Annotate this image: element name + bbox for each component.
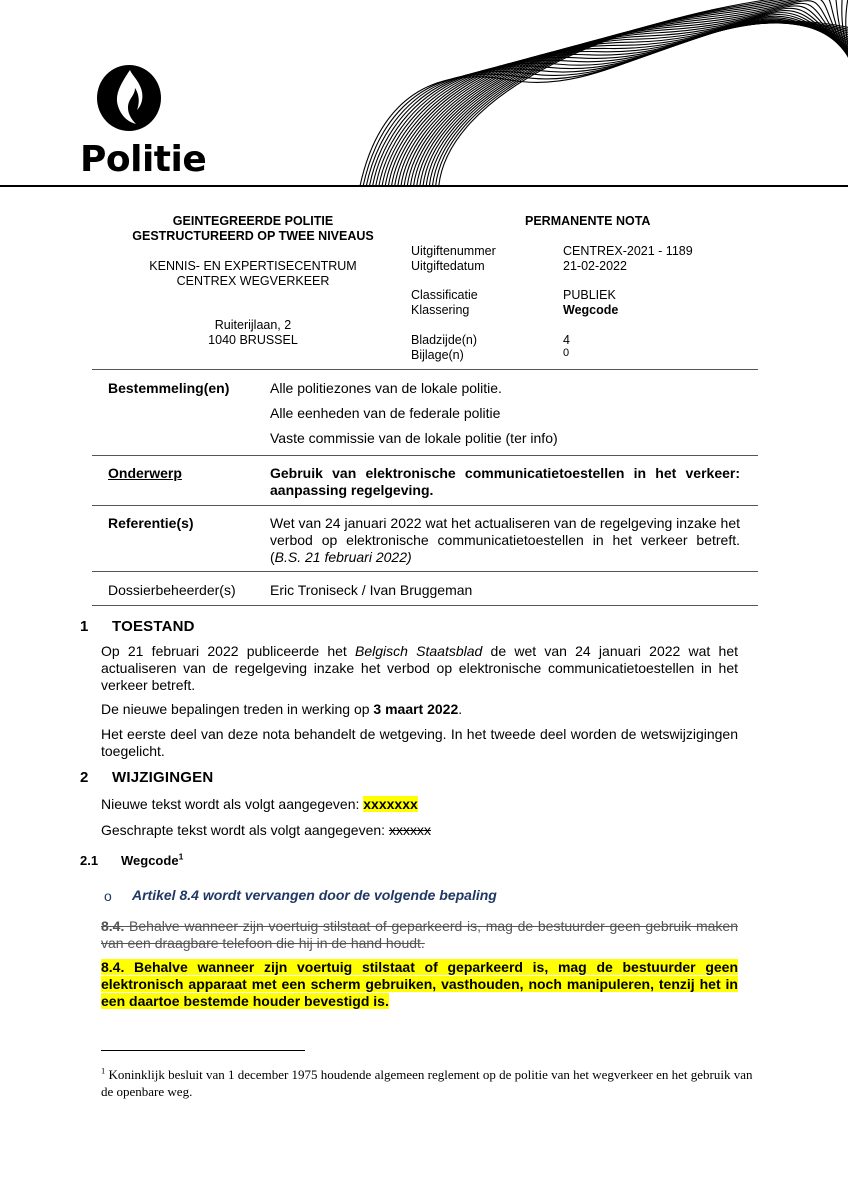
- document-type: PERMANENTE NOTA: [525, 214, 651, 228]
- field-value: 0: [563, 347, 570, 359]
- wave-line: [376, 23, 848, 186]
- deleted-text-sample: xxxxxx: [388, 822, 431, 838]
- dossier-label: Dossierbeheerder(s): [108, 582, 236, 598]
- reference-label: Referentie(s): [108, 515, 194, 531]
- field-value: 4: [563, 333, 570, 347]
- wave-line: [379, 23, 848, 186]
- table-rule: [92, 369, 758, 370]
- old-article-text: [101, 918, 738, 952]
- field-label: Bladzijde(n): [411, 333, 478, 347]
- gazette-name: Belgisch Staatsblad: [355, 643, 483, 659]
- table-rule: [92, 605, 758, 606]
- section-number: 2: [80, 769, 89, 786]
- footnote-text: Koninklijk besluit van 1 december 1975 houdende algemeen reglement op de politie van het wegverkeer en het gebruik van de openbare weg.: [101, 1067, 753, 1099]
- field-label: Klassering: [411, 303, 470, 317]
- old-article-number: 8.4.: [101, 918, 125, 934]
- subsection-number: 2.1: [80, 853, 99, 868]
- field-label: Uitgiftenummer: [411, 244, 496, 258]
- wave-line: [401, 16, 848, 186]
- text-span: Op 21 februari 2022 publiceerde het: [101, 643, 356, 659]
- wave-line: [423, 1, 848, 186]
- text-span: Geschrapte tekst wordt als volgt aangegeven:: [101, 822, 389, 838]
- org-line-2: GESTRUCTUREERD OP TWEE NIVEAUS: [132, 229, 374, 243]
- field-value: Wegcode: [563, 303, 619, 317]
- paragraph: [101, 796, 738, 813]
- new-article-body: 8.4. Behalve wanneer zijn voertuig stilstaat of geparkeerd is, mag de bestuurder geen elektronisch apparaat met een scherm gebruiken, vasthouden, noch manipuleren, tenzij het in een daartoe bestemde houder bevestigd is.: [101, 959, 738, 1009]
- footnote-divider: [101, 1050, 305, 1051]
- reference-main: Wet van 24 januari 2022 wat het actualiseren van de regelgeving inzake het verbod op elektronische communicatietoestellen in het verkeer betreft. (: [270, 515, 740, 565]
- recipient-item: Alle eenheden van de federale politie: [270, 405, 501, 421]
- subject-label: Onderwerp: [108, 465, 182, 481]
- dossier-value: Eric Troniseck / Ivan Bruggeman: [270, 582, 473, 598]
- section-title: WIJZIGINGEN: [112, 769, 214, 786]
- effective-date: 3 maart 2022: [373, 701, 459, 717]
- text-span: De nieuwe bepalingen treden in werking op: [101, 701, 374, 717]
- address-line-1: Ruiterijlaan, 2: [214, 318, 292, 332]
- paragraph: [101, 643, 738, 694]
- address-line-2: 1040 BRUSSEL: [208, 333, 298, 347]
- police-flame-logo-icon: [96, 64, 162, 132]
- text-span: Nieuwe tekst wordt als volgt aangegeven:: [101, 796, 364, 812]
- subsection-title-text: Wegcode: [121, 853, 179, 868]
- paragraph: Het eerste deel van deze nota behandelt de wetgeving. In het tweede deel worden de wetswijzigingen toegelicht.: [101, 726, 738, 759]
- field-label: Bijlage(n): [411, 348, 464, 362]
- old-article-body: Behalve wanneer zijn voertuig stilstaat of geparkeerd is, mag de bestuurder geen gebruik maken van een draagbare telefoon die hij in de hand houdt.: [101, 918, 738, 951]
- paragraph: [101, 701, 738, 718]
- text-span: de wet van 24 januari 2022 wat het actualiseren van de regelgeving inzake het verbod op elektronische communicatietoestellen in het verkeer betreft.: [101, 643, 739, 693]
- field-value: PUBLIEK: [563, 288, 616, 302]
- footnote-number: 1: [101, 1065, 106, 1076]
- article-heading: Artikel 8.4 wordt vervangen door de volgende bepaling: [132, 887, 497, 903]
- recipient-item: Vaste commissie van de lokale politie (ter info): [270, 430, 558, 446]
- table-rule: [92, 455, 758, 456]
- reference-text: [270, 515, 740, 566]
- footnote: [101, 1066, 761, 1100]
- wave-line: [439, 0, 848, 186]
- text-span: .: [458, 701, 463, 717]
- wave-line: [385, 22, 848, 186]
- subject-text: Gebruik van elektronische communicatietoestellen in het verkeer: aanpassing regelgeving.: [270, 465, 740, 498]
- field-label: Uitgiftedatum: [411, 259, 485, 273]
- wave-line: [395, 19, 848, 186]
- center-line-2: CENTREX WEGVERKEER: [176, 274, 330, 288]
- table-rule: [92, 571, 758, 572]
- paragraph: [101, 822, 738, 839]
- logo-wordmark: Politie: [80, 139, 207, 180]
- wave-line: [407, 13, 848, 186]
- header-divider: [0, 185, 848, 187]
- new-text-sample: xxxxxxx: [363, 796, 418, 812]
- table-rule: [92, 505, 758, 506]
- wave-pattern-decoration: [340, 0, 848, 186]
- center-line-1: KENNIS- EN EXPERTISECENTRUM: [149, 259, 357, 273]
- subsection-title: [121, 853, 183, 868]
- section-number: 1: [80, 618, 89, 635]
- recipients-label: Bestemmeling(en): [108, 380, 230, 396]
- new-article-text: [101, 959, 738, 1010]
- field-value: 21-02-2022: [563, 259, 627, 273]
- bullet-icon: o: [104, 888, 112, 904]
- org-line-1: GEINTEGREERDE POLITIE: [172, 214, 334, 228]
- reference-gazette: B.S. 21 februari 2022): [274, 549, 412, 565]
- footnote-ref: 1: [178, 851, 184, 862]
- field-label: Classificatie: [411, 288, 478, 302]
- section-title: TOESTAND: [112, 618, 195, 635]
- field-value: CENTREX-2021 - 1189: [563, 244, 693, 258]
- recipient-item: Alle politiezones van de lokale politie.: [270, 380, 502, 396]
